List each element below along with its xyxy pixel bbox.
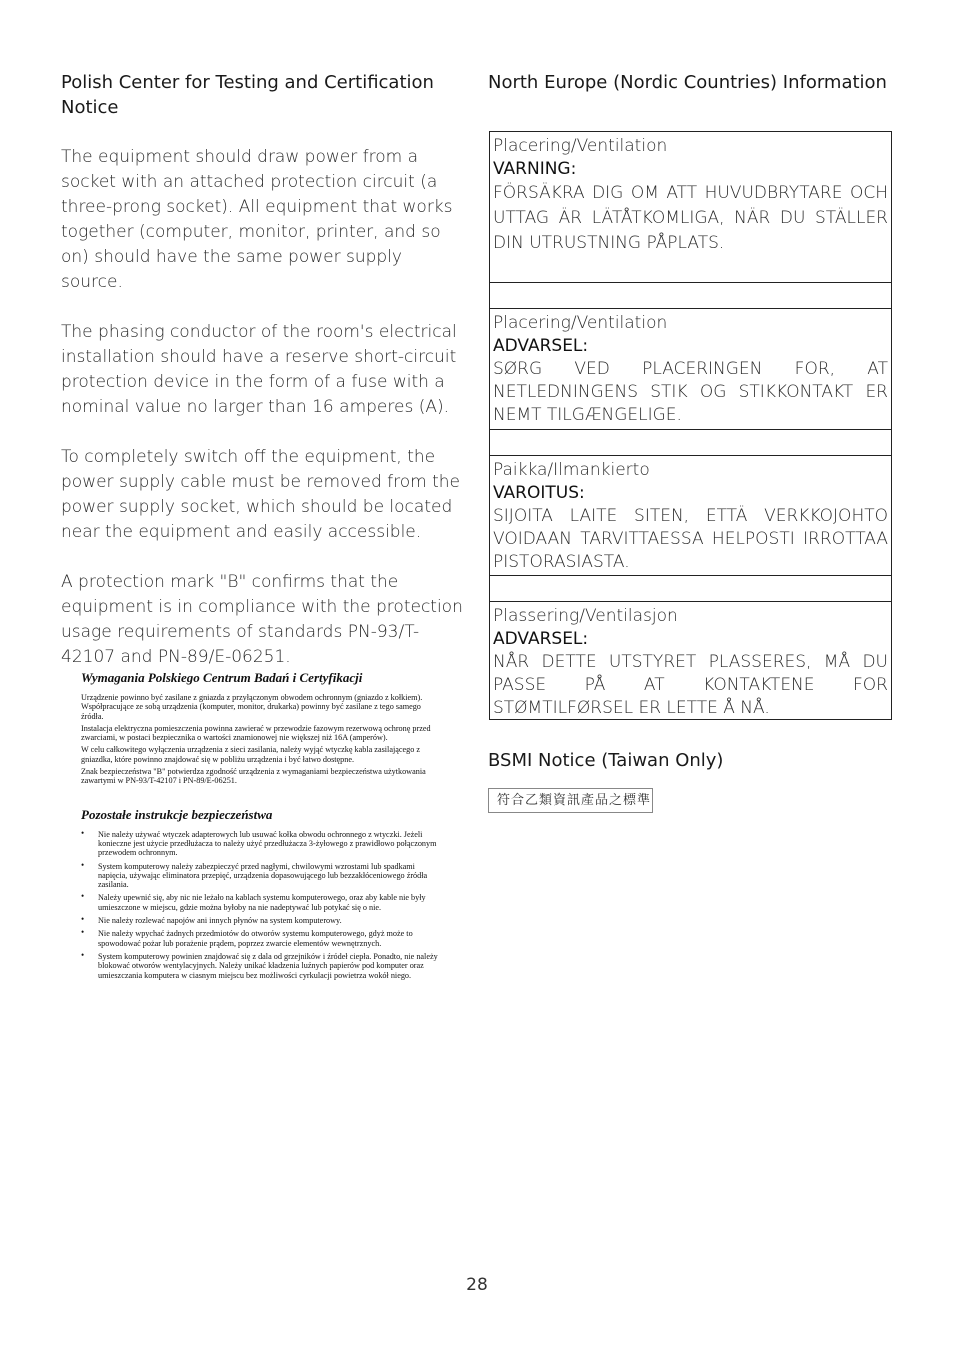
list-item: • Należy upewnić się, aby nic nie leżało na kablach systemu komputerowego, oraz aby kable nie były umieszczone w miejscu, gdzie można byłoby na nie nadeptywać lub potykać się o nie. — [81, 891, 426, 912]
nordic-text: SØRG VED PLACERINGEN FOR, AT NETLEDNINGENS STIK OG STIKKONTAKT ER NEMT TILGÆNGELIGE. — [493, 359, 888, 425]
nordic-text: FÖRSÄKRA DIG OM ATT HUVUDBRYTARE OCH UTTAG ÄR LÄTÅTKOMLIGA, NÄR DU STÄLLER DIN UTRUSTNING PÅPLATS. — [493, 183, 888, 253]
nordic-warning: VARNING: — [493, 159, 577, 179]
list-item: • Nie należy używać wtyczek adapterowych lub usuwać kołka obwodu ochronnego z wtyczki. Jeżeli konieczne jest użycie przedłużacza to należy użyć przedłużacza 3-żyłowego z prawidłowo połączonym przewodem ochronnym. — [81, 827, 437, 858]
nordic-text: NÅR DETTE UTSTYRET PLASSERES, MÅ DU PASSE PÅ AT KONTAKTENE FOR STØMTILFØRSEL ER LETTE Å NÅ. — [493, 652, 888, 718]
paragraph-1: The equipment should draw power from a socket with an attached protection circuit (a three-prong socket). All equipment that works together (computer, monitor, printer, and so on) should have the same power supply source. — [61, 147, 453, 292]
nordic-heading: North Europe (Nordic Countries) Information — [488, 72, 887, 93]
nordic-text: SIJOITA LAITE SITEN, ETTÄ VERKKOJOHTO VOIDAAN TARVITTAESSA HELPOSTI IRROTTAA PISTORASIASTA. — [493, 506, 888, 572]
paragraph-3: To completely switch off the equipment, the power supply cable must be removed from the power supply socket, which should be located near the equipment and easily accessible. — [61, 447, 461, 542]
nordic-spacer-row — [490, 430, 891, 456]
nordic-label: Paikka/Ilmankierto — [493, 460, 650, 480]
polish-paragraph-4: Znak bezpieczeństwa "B" potwierdza zgodność urządzenia z wymaganiami bezpieczeństwa użytkowania zawartymi w PN-93/T-42107 i PN-89/E-06251. — [81, 767, 426, 786]
bullet-icon: • — [81, 891, 85, 902]
nordic-row-danish — [490, 309, 891, 430]
polish-paragraph-1: Urządzenie powinno być zasilane z gniazda z przyłączonym obwodem ochronnym (gniazdo z kołkiem). Współpracujące ze sobą urządzenia (komputer, monitor, drukarka) powinny być zasilane z tego samego źródła. — [81, 693, 423, 721]
bullet-icon: • — [81, 859, 85, 870]
bsmi-heading: BSMI Notice (Taiwan Only) — [488, 750, 724, 771]
nordic-info-table — [489, 131, 892, 720]
left-column — [61, 70, 466, 695]
list-item: • System komputerowy powinien znajdować się z dala od grzejników i źródeł ciepła. Ponadto, nie należy blokować otworów wentylacyjnych. Należy unikać kładzenia luźnych papierów pod komputer oraz umieszczania komputera w ciasnym miejscu bez możliwości cyrkulacji powietrza wokół niego. — [81, 949, 438, 980]
nordic-label: Plassering/Ventilasjon — [493, 606, 678, 626]
nordic-warning: VAROITUS: — [493, 483, 585, 503]
polish-subtitle: Pozostałe instrukcje bezpieczeństwa — [81, 806, 273, 822]
list-item: • System komputerowy należy zabezpieczyć przed nagłymi, chwilowymi wzrostami lub spadkami napięcia, używając eliminatora przepięć, urządzenia dopasowującego lub bezzakłóceniowego źródła zasilania. — [81, 859, 428, 890]
right-column — [488, 70, 893, 95]
polish-title: Wymagania Polskiego Centrum Badań i Certyfikacji — [81, 670, 363, 685]
nordic-spacer-row — [490, 576, 891, 602]
bullet-icon: • — [81, 827, 85, 838]
polish-requirements-box — [81, 670, 441, 984]
paragraph-2: The phasing conductor of the room's electrical installation should have a reserve short-circuit protection device in the form of a fuse with a nominal value no larger than 16 amperes (A). — [61, 322, 457, 417]
nordic-warning: ADVARSEL: — [493, 336, 589, 356]
bullet-icon: • — [81, 949, 85, 960]
page-number: 28 — [466, 1275, 488, 1295]
paragraph-4: A protection mark "B" confirms that the equipment is in compliance with the protection usage requirements of standards PN-93/T-42107 and PN-89/E-06251. — [61, 572, 463, 667]
list-item: • Nie należy wpychać żadnych przedmiotów do otworów systemu komputerowego, gdyż może to spowodować pożar lub porażenie prądem, poprzez zwarcie elementów wewnętrznych. — [81, 927, 413, 948]
bullet-icon: • — [81, 914, 85, 925]
list-item: • Nie należy rozlewać napojów ani innych płynów na system komputerowy. — [81, 914, 342, 926]
nordic-row-finnish — [490, 456, 891, 576]
bsmi-notice-box: 符合乙類資訊產品之標準 — [488, 788, 653, 813]
nordic-label: Placering/Ventilation — [493, 136, 668, 156]
nordic-row-swedish — [490, 132, 891, 283]
nordic-warning: ADVARSEL: — [493, 629, 589, 649]
nordic-label: Placering/Ventilation — [493, 313, 668, 333]
polish-notice-heading: Polish Center for Testing and Certification Notice — [61, 72, 434, 118]
polish-instruction-list — [81, 827, 441, 980]
bullet-icon: • — [81, 927, 85, 938]
polish-paragraph-3: W celu całkowitego wyłączenia urządzenia z sieci zasilania, należy wyjąć wtyczkę kabla zasilającego z gniazdka, które powinno znajdować się w pobliżu urządzenia i być łatwo dostępne. — [81, 745, 420, 764]
polish-paragraph-2: Instalacja elektryczna pomieszczenia powinna zawierać w przewodzie fazowym rezerwową ochronę przed zwarciami, w postaci bezpiecznika o wartości znamionowej nie większej niż 16A (amperów). — [81, 723, 431, 743]
nordic-row-norwegian — [490, 602, 891, 719]
nordic-spacer-row — [490, 283, 891, 309]
